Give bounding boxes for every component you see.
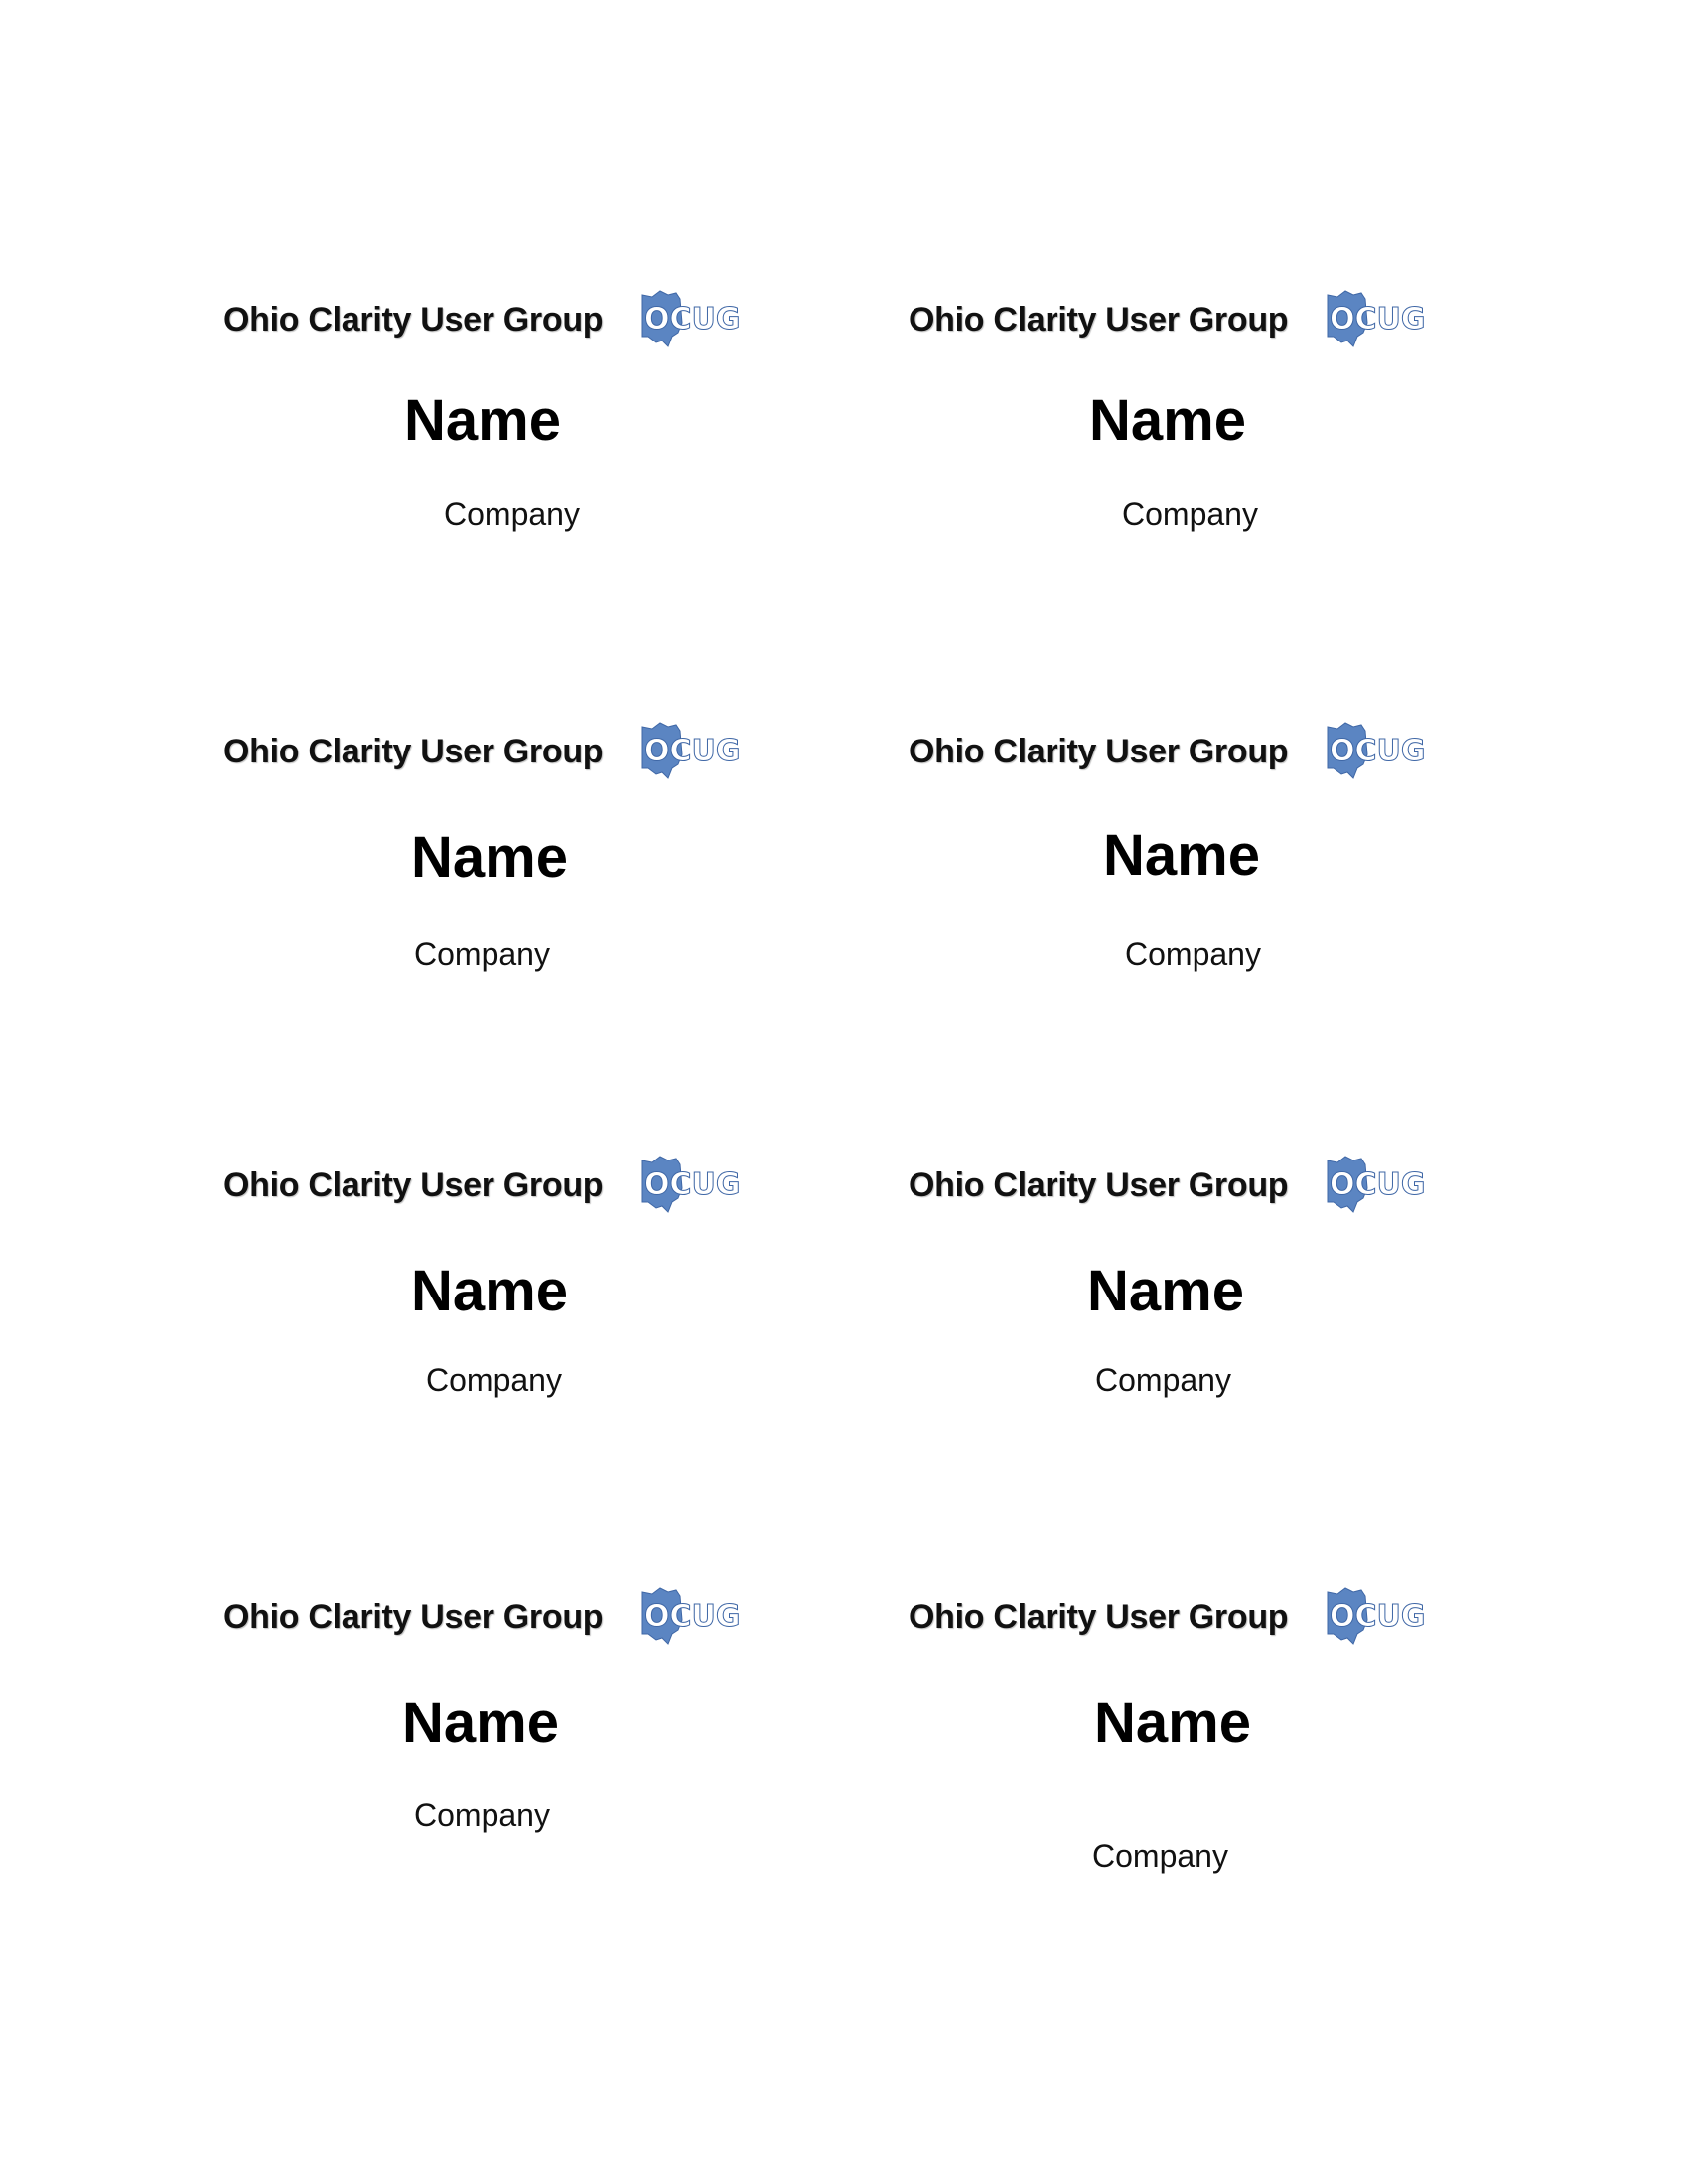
attendee-company: Company [414,1797,550,1833]
logo-text: OCUG [644,1599,741,1634]
ocug-logo [638,719,770,782]
badge-header [909,715,1504,784]
logo-text: OCUG [1330,734,1426,768]
org-title: Ohio Clarity User Group [223,301,604,339]
attendee-name: Name [411,1259,568,1323]
attendee-company: Company [444,496,580,532]
ocug-logo [1324,719,1455,782]
badge-header [223,715,819,784]
ocug-logo [638,287,770,350]
name-badge [909,715,1504,1013]
ocug-logo [1324,1584,1455,1648]
org-title: Ohio Clarity User Group [909,1166,1289,1204]
org-title: Ohio Clarity User Group [223,733,604,770]
logo-text: OCUG [1330,1167,1426,1202]
logo-text: OCUG [644,734,741,768]
attendee-name: Name [402,1691,559,1755]
attendee-company: Company [1125,936,1261,972]
attendee-company: Company [414,936,550,972]
logo-text: OCUG [644,1167,741,1202]
attendee-name: Name [404,388,561,453]
ocug-logo [638,1153,770,1216]
badge-header [223,1580,819,1650]
logo-text: OCUG [1330,302,1426,337]
ocug-logo [1324,1153,1455,1216]
logo-text: OCUG [644,302,741,337]
org-title: Ohio Clarity User Group [223,1598,604,1636]
name-badge [909,283,1504,581]
logo-text: OCUG [1330,1599,1426,1634]
attendee-company: Company [1092,1839,1228,1874]
attendee-name: Name [1094,1691,1251,1755]
attendee-company: Company [1122,496,1258,532]
badge-header [223,1149,819,1218]
name-badge [223,283,819,581]
badge-header [909,283,1504,352]
badge-header [909,1149,1504,1218]
org-title: Ohio Clarity User Group [909,733,1289,770]
attendee-name: Name [1103,823,1260,887]
attendee-company: Company [1095,1362,1231,1398]
org-title: Ohio Clarity User Group [909,1598,1289,1636]
name-badge [909,1149,1504,1446]
name-badge [223,1580,819,1878]
attendee-name: Name [411,825,568,889]
name-badge [909,1580,1504,1878]
badge-header [909,1580,1504,1650]
name-badge [223,715,819,1013]
attendee-name: Name [1087,1259,1244,1323]
badge-header [223,283,819,352]
attendee-name: Name [1089,388,1246,453]
ocug-logo [638,1584,770,1648]
org-title: Ohio Clarity User Group [909,301,1289,339]
attendee-company: Company [426,1362,562,1398]
name-badge [223,1149,819,1446]
org-title: Ohio Clarity User Group [223,1166,604,1204]
ocug-logo [1324,287,1455,350]
